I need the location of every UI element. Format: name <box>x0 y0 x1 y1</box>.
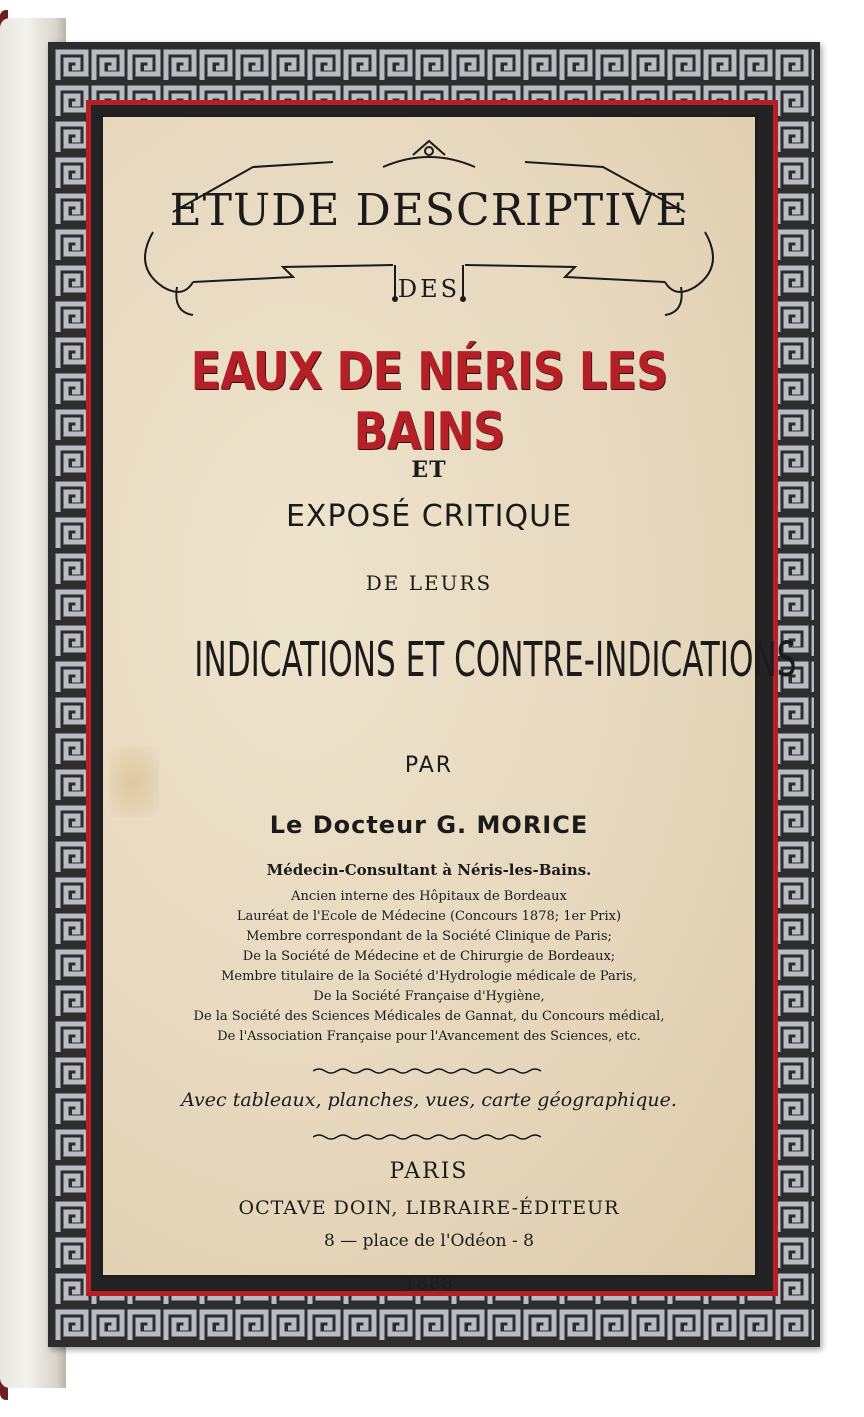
author-name: Le Docteur G. MORICE <box>269 811 589 839</box>
conjunction-et: ET <box>411 457 447 483</box>
title-line-1: ETUDE DESCRIPTIVE <box>169 185 689 236</box>
subtitle-indications: INDICATIONS ET CONTRE-INDICATIONS <box>194 632 797 688</box>
title-page <box>100 114 797 1294</box>
author-role: Médecin-Consultant à Néris-les-Bains. <box>266 861 592 879</box>
publisher-name: OCTAVE DOIN, LIBRAIRE-ÉDITEUR <box>238 1197 620 1219</box>
credential-line: De l'Association Française pour l'Avancement des Sciences, etc. <box>217 1029 641 1044</box>
book-cover <box>48 42 820 1347</box>
credential-line: De la Société de Médecine et de Chirurgie de Bordeaux; <box>242 949 616 964</box>
publisher-address: 8 — place de l'Odéon - 8 <box>324 1231 534 1251</box>
by-line: PAR <box>404 753 454 778</box>
credential-line: De la Société des Sciences Médicales de Gannat, du Concours médical, <box>193 1009 665 1024</box>
credential-line: Membre correspondant de la Société Clinique de Paris; <box>246 929 612 944</box>
main-title: EAUX DE NÉRIS LES BAINS <box>190 342 668 462</box>
author-credentials <box>103 887 755 1047</box>
credential-line: Lauréat de l'Ecole de Médecine (Concours 1878; 1er Prix) <box>236 909 622 924</box>
title-des: DES <box>397 275 461 303</box>
contents-note: Avec tableaux, planches, vues, carte géographique. <box>181 1089 677 1111</box>
subtitle-de-leurs: DE LEURS <box>365 571 493 595</box>
credential-line: De la Société Française d'Hygiène, <box>313 989 545 1004</box>
wavy-rule-top <box>313 1067 545 1075</box>
paper-stain <box>109 747 159 817</box>
wavy-rule-bottom <box>313 1133 545 1141</box>
subtitle-expose: EXPOSÉ CRITIQUE <box>285 499 573 534</box>
credential-line: Membre titulaire de la Société d'Hydrologie médicale de Paris, <box>221 969 637 984</box>
publication-city: PARIS <box>389 1159 469 1184</box>
title-ornament <box>133 137 725 337</box>
credential-line: Ancien interne des Hôpitaux de Bordeaux <box>291 889 567 904</box>
publication-year: 1888 <box>404 1273 454 1294</box>
